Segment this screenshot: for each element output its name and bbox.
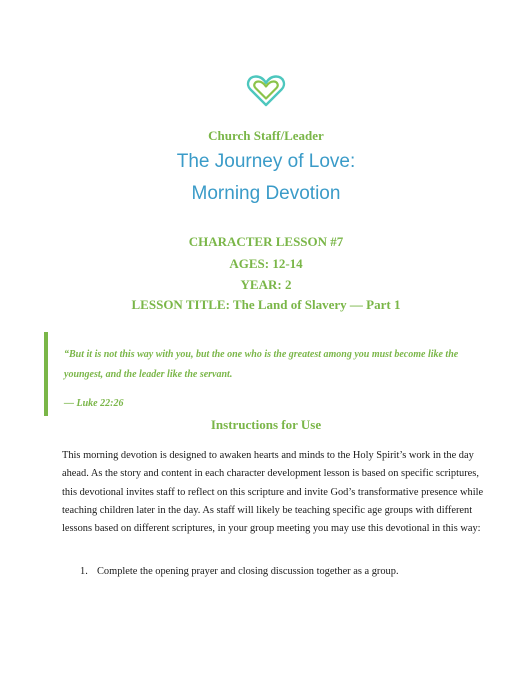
quote-accent-bar	[44, 332, 48, 416]
lesson-title-label: LESSON TITLE: The Land of Slavery — Part 1	[131, 297, 401, 312]
instructions-heading: Instructions for Use	[210, 417, 322, 432]
instructions-paragraph: This morning devotion is designed to awaken hearts and minds to the Holy Spirit’s work in the day ahead. As the story and content in each character development lesson is based on specific scriptures, this devotional invites staff to reflect on this scripture and invite God’s transformative presence while teaching children later in the day. As staff will likely be teaching specific age groups with different lessons based on different scriptures, in your group meeting you may use this devotional in this way:	[62, 450, 484, 535]
document-title-line-2: Morning Devotion	[191, 183, 341, 204]
list-item-number: 1.	[80, 566, 88, 577]
scripture-quote: “But it is not this way with you, but the one who is the greatest among you must become like the youngest, and the leader like the servant.	[64, 349, 459, 380]
ages-label: AGES: 12-14	[229, 256, 303, 271]
scripture-reference: — Luke 22:26	[64, 398, 124, 409]
list-item-text: Complete the opening prayer and closing discussion together as a group.	[97, 566, 399, 577]
audience-label: Church Staff/Leader	[208, 128, 324, 143]
list-item	[80, 566, 399, 577]
character-lesson-label: CHARACTER LESSON #7	[188, 234, 344, 249]
instructions-list	[80, 566, 399, 577]
heart-outline-icon	[246, 74, 286, 108]
document-title-line-1: The Journey of Love:	[176, 151, 356, 172]
year-label: YEAR: 2	[240, 277, 292, 292]
